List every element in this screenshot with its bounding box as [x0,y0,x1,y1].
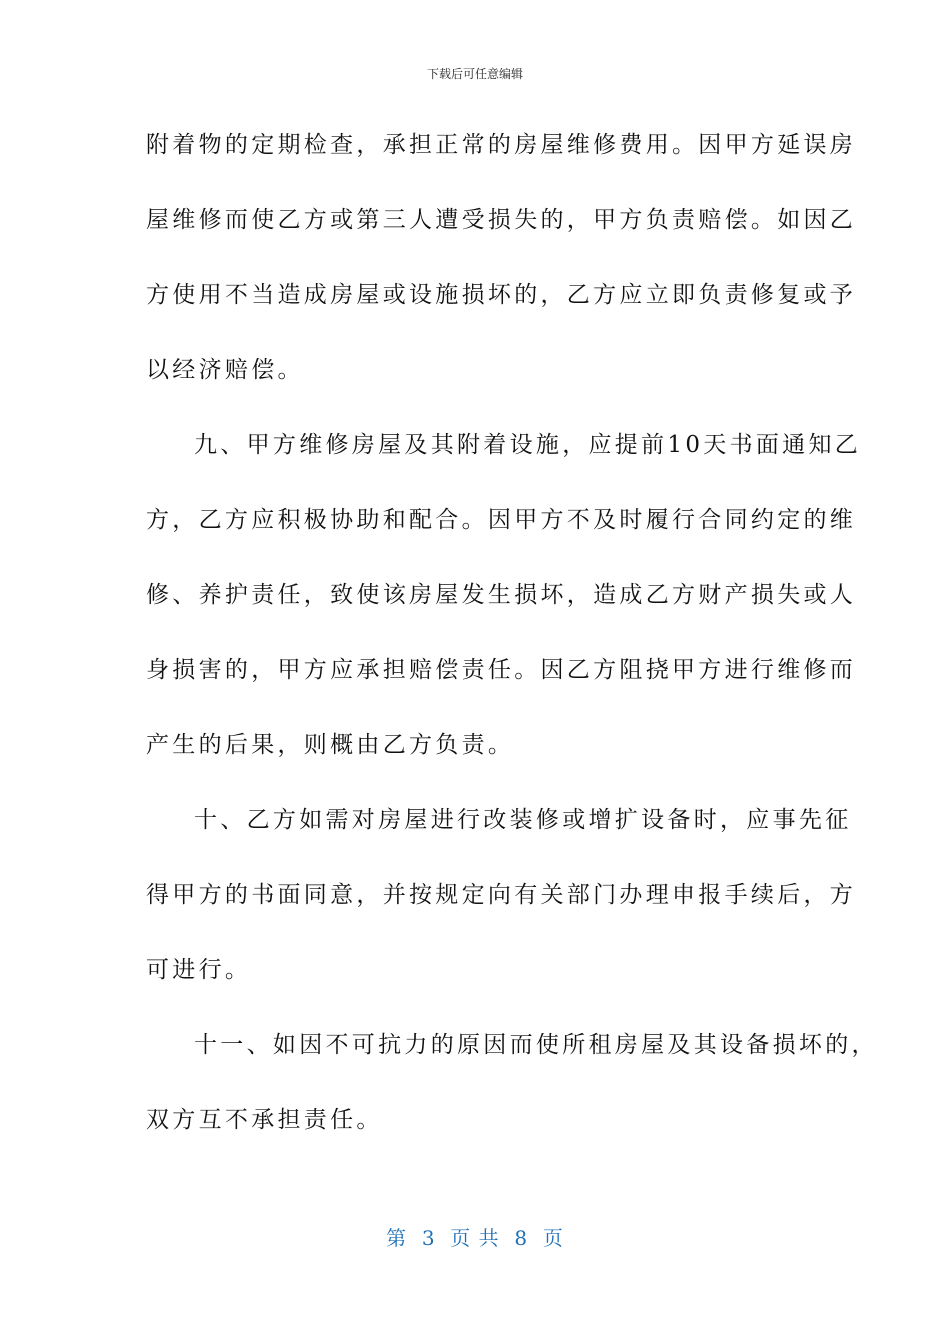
body-line: 得甲方的书面同意，并按规定向有关部门办理申报手续后，方 [146,882,857,908]
body-line: 产生的后果，则概由乙方负责。 [146,732,515,758]
body-line: 方，乙方应积极协助和配合。因甲方不及时履行合同约定的维 [146,507,857,533]
body-line: 可进行。 [146,957,252,983]
body-line: 双方互不承担责任。 [146,1107,383,1133]
body-line: 身损害的，甲方应承担赔偿责任。因乙方阻挠甲方进行维修而 [146,657,857,683]
body-line: 附着物的定期检查，承担正常的房屋维修费用。因甲方延误房 [146,132,857,158]
paragraph-10-start: 十、乙方如需对房屋进行改装修或增扩设备时，应事先征 [194,807,852,833]
page-header-note: 下载后可任意编辑 [426,67,523,81]
body-line: 修、养护责任，致使该房屋发生损坏，造成乙方财产损失或人 [146,582,857,608]
document-body [146,120,878,1170]
body-line: 方使用不当造成房屋或设施损坏的，乙方应立即负责修复或予 [146,282,857,308]
paragraph-9-start: 九、甲方维修房屋及其附着设施，应提前10天书面通知乙 [194,432,862,458]
body-line: 屋维修而使乙方或第三人遭受损失的，甲方负责赔偿。如因乙 [146,207,857,233]
body-line: 以经济赔偿。 [146,357,304,383]
page-number-footer: 第 3 页 共 8 页 [386,1226,564,1250]
paragraph-11-start: 十一、如因不可抗力的原因而使所租房屋及其设备损坏的， [194,1032,878,1058]
